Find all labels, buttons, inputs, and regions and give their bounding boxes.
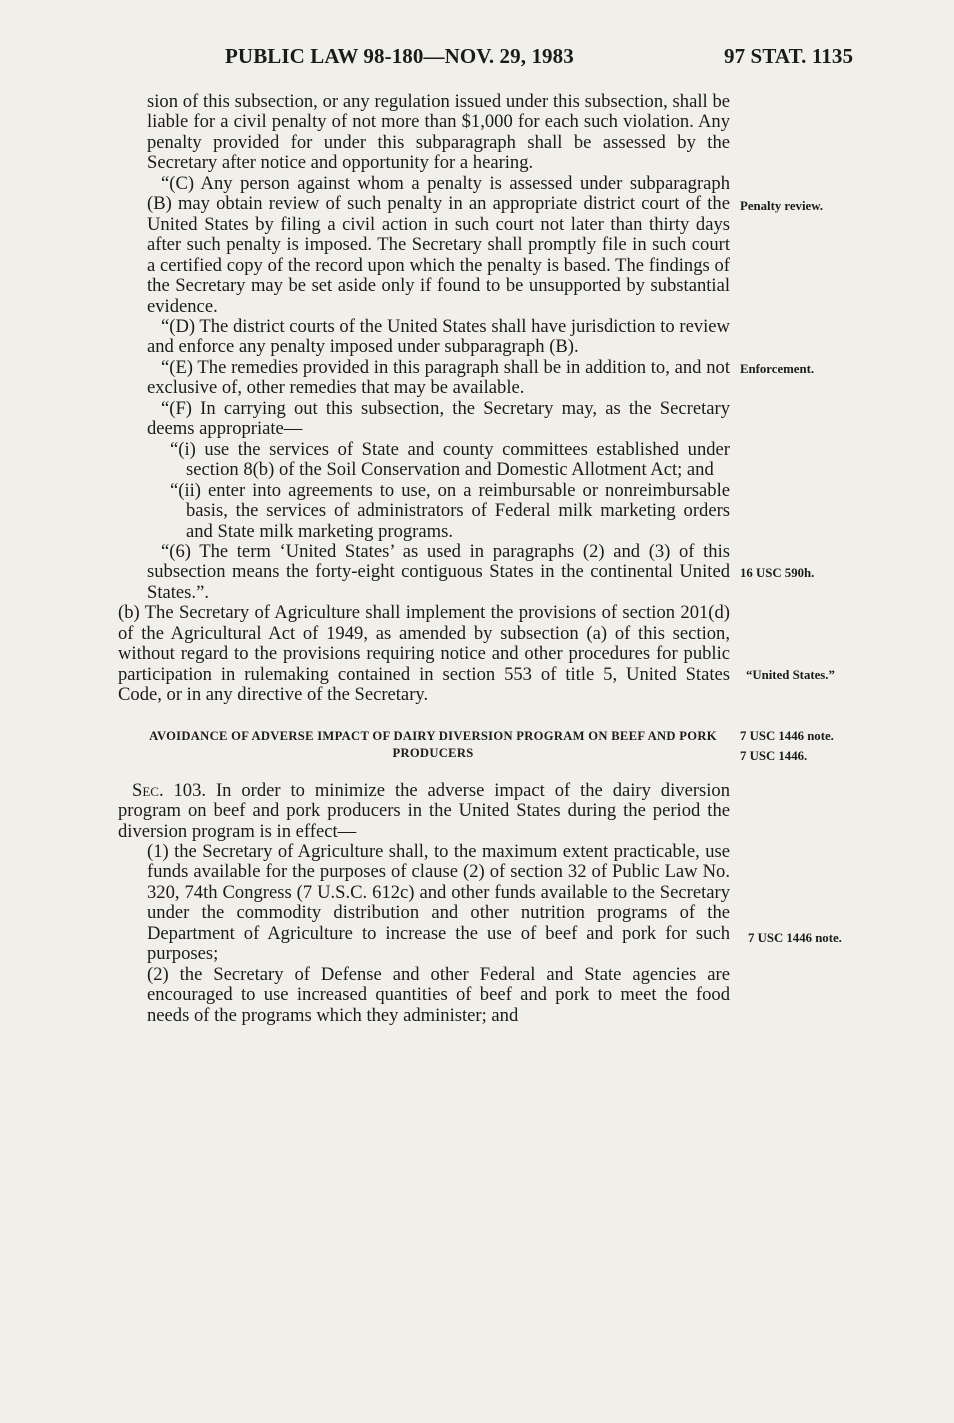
section-heading: AVOIDANCE OF ADVERSE IMPACT OF DAIRY DIVERSION PROGRAM ON BEEF AND PORK PRODUCERS (149, 728, 717, 760)
item-1: (1) the Secretary of Agriculture shall, to the maximum extent practicable, use funds available for the purposes of clause (2) of section 32 of Public Law No. 320, 74th Congress (7 U.S.C. 612c) and other funds available to the Secretary under the commodity distribution and other nutrition programs of the Department of Agriculture to increase the use of beef and pork for such purposes; (147, 840, 730, 965)
item-2: (2) the Secretary of Defense and other Federal and State agencies are encouraged to use increased quantities of beef and pork to meet the food needs of the programs which they administer; and (147, 963, 730, 1026)
margin-note-penalty-review: Penalty review. (740, 199, 823, 213)
clause-ii: “(ii) enter into agreements to use, on a reimbursable or nonreimbursable basis, the services of administrators of Federal milk marketing orders and State milk marketing programs. (170, 479, 730, 542)
margin-note-united-states: “United States.” (746, 668, 835, 682)
paragraph-d: “(D) The district courts of the United States shall have jurisdiction to review and enforce any penalty imposed under subparagraph (B). (147, 315, 730, 358)
margin-note-7-usc-1446: 7 USC 1446. (740, 749, 808, 763)
paragraph-c: “(C) Any person against whom a penalty is assessed under subparagraph (B) may obtain review of such penalty in an appropriate district court of the United States by filing a civil action in such court not later than thirty days after such penalty is imposed. The Secretary shall promptly file in such court a certified copy of the record upon which the penalty is based. The findings of the Secretary may be set aside only if found to be unsupported by substantial evidence. (147, 172, 730, 317)
page-header-stat: 97 STAT. 1135 (724, 44, 854, 68)
clause-i: “(i) use the services of State and county committees established under section 8(b) of the Soil Conservation and Domestic Allotment Act; and (170, 438, 730, 481)
section-103 (118, 781, 730, 842)
margin-note-7-usc-1446-note: 7 USC 1446 note. (740, 729, 834, 743)
paragraph-continuation: sion of this subsection, or any regulation issued under this subsection, shall be liable for a civil penalty of not more than $1,000 for each such violation. Any penalty provided for under this subparagraph shall be assessed by the Secretary after notice and opportunity for a hearing. (147, 91, 730, 174)
paragraph-f: “(F) In carrying out this subsection, the Secretary may, as the Secretary deems appropriate— (147, 397, 730, 440)
subsection-b: (b) The Secretary of Agriculture shall implement the provisions of section 201(d) of the Agricultural Act of 1949, as amended by subsection (a) of this section, without regard to the provisions requiring notice and other procedures for public participation in rulemaking contained in section 553 of title 5, United States Code, or in any directive of the Secretary. (118, 602, 730, 706)
section-103-text: In order to minimize the adverse impact of the dairy diversion program on beef and pork producers in the United States during the period the diversion program is in effect— (118, 779, 731, 842)
section-label: Sec. 103. (132, 779, 207, 801)
page-header-title: PUBLIC LAW 98-180—NOV. 29, 1983 (225, 44, 574, 68)
margin-note-enforcement: Enforcement. (740, 362, 815, 376)
main-text-column (118, 92, 730, 1026)
margin-note-7-usc-1446-note-sec103: 7 USC 1446 note. (748, 931, 842, 945)
margin-note-16-usc-590h: 16 USC 590h. (740, 566, 815, 580)
paragraph-6: “(6) The term ‘United States’ as used in paragraphs (2) and (3) of this subsection means the forty-eight contiguous States in the continental United States.”. (147, 540, 730, 603)
paragraph-e: “(E) The remedies provided in this paragraph shall be in addition to, and not exclusive of, other remedies that may be available. (147, 356, 730, 399)
